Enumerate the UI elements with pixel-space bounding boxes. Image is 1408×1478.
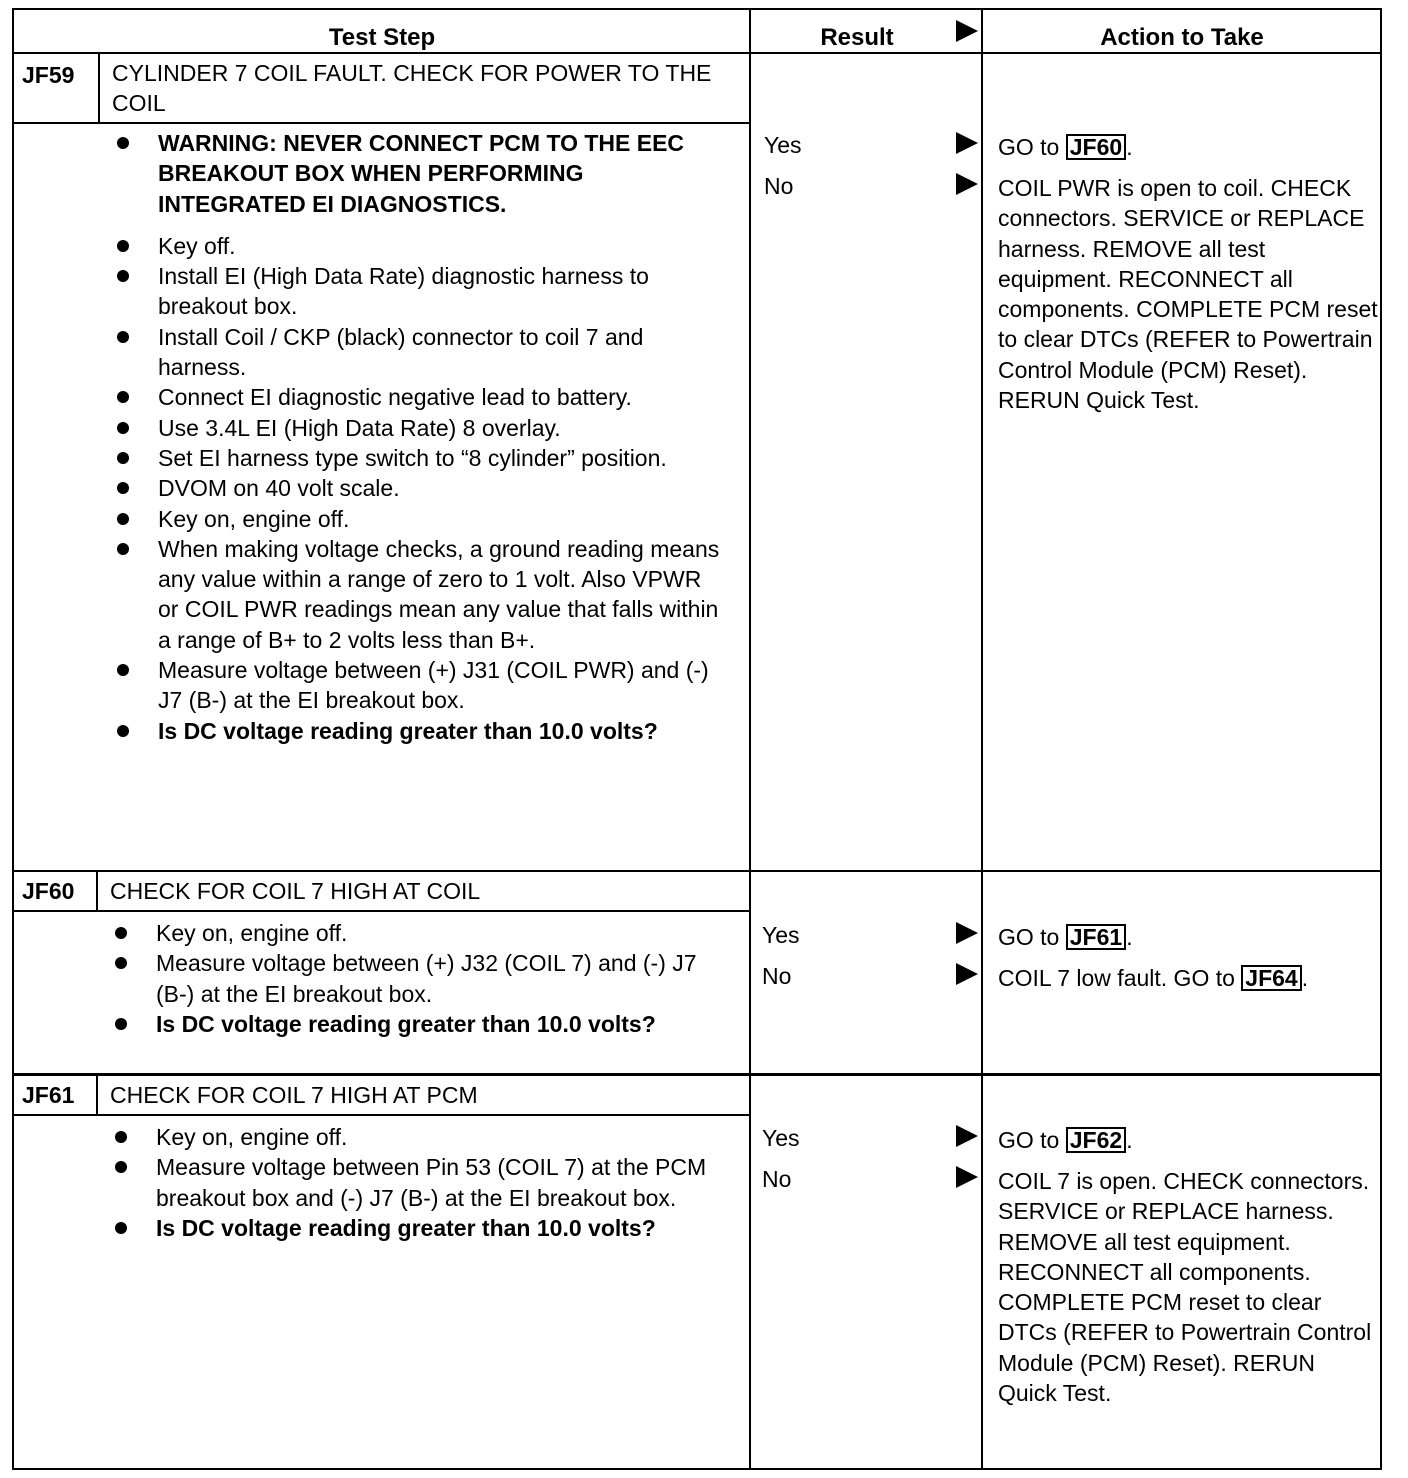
list-item: Set EI harness type switch to “8 cylinder” position. [114,443,724,473]
list-item: Measure voltage between Pin 53 (COIL 7) at the PCM breakout box and (-) J7 (B-) at the EI breakout box. [112,1152,724,1213]
action-no: COIL 7 is open. CHECK connectors. SERVICE or REPLACE harness. REMOVE all test equipment. RECONNECT all components. COMPLETE PCM reset to clear DTCs (REFER to Powertrain Control Module (PCM) Reset). RERUN Quick Test. [998,1168,1372,1407]
header-arrow-icon [956,20,978,42]
action-yes [998,132,1378,162]
list-item: Connect EI diagnostic negative lead to battery. [114,382,724,412]
step-reference-link[interactable]: JF64 [1241,965,1301,991]
header-divider [14,52,1380,54]
step-reference-link[interactable]: JF61 [1066,924,1126,950]
step-id: JF59 [22,62,75,88]
step-reference-link[interactable]: JF62 [1066,1127,1126,1153]
header-action: Action to Take [1100,24,1264,51]
step-bullets [112,918,724,1039]
action-text: . [1301,965,1309,991]
list-item: Measure voltage between (+) J31 (COIL PWR) and (-) J7 (B-) at the EI breakout box. [114,655,724,716]
step-bullets [114,128,724,746]
arrow-icon [956,1125,978,1147]
step-title: CYLINDER 7 COIL FAULT. CHECK FOR POWER TO THE COIL [112,60,712,116]
step-bullets [112,1122,724,1243]
list-item: Key on, engine off. [114,504,724,534]
arrow-icon [956,1166,978,1188]
step-title: CHECK FOR COIL 7 HIGH AT PCM [110,1082,478,1108]
action-yes [998,1125,1378,1155]
step-reference-link[interactable]: JF60 [1066,134,1126,160]
step-id-divider [98,52,100,122]
column-divider-action [981,10,983,1470]
action-text: COIL 7 low fault. GO to [998,965,1242,991]
step-title-underline [14,1114,750,1116]
step-id: JF60 [22,878,75,904]
arrow-icon [956,963,978,985]
column-divider-result [749,10,751,1470]
diagnostic-table [12,8,1382,1470]
action-no: COIL PWR is open to coil. CHECK connectors. SERVICE or REPLACE harness. REMOVE all test equipment. RECONNECT all components. COMPLETE PCM reset to clear DTCs (REFER to Powertrain Control Module (PCM) Reset). RERUN Quick Test. [998,175,1378,414]
list-item: Key on, engine off. [112,918,724,948]
row-divider-jf61 [14,1073,1380,1076]
result-no: No [764,173,794,199]
step-title-underline [14,122,750,124]
question-text: Is DC voltage reading greater than 10.0 volts? [112,1009,724,1039]
question-text: Is DC voltage reading greater than 10.0 volts? [112,1213,724,1243]
action-text: GO to [998,1127,1066,1153]
action-yes [998,922,1378,952]
step-id-divider [96,870,98,910]
list-item: DVOM on 40 volt scale. [114,473,724,503]
arrow-icon [956,922,978,944]
list-item: When making voltage checks, a ground reading means any value within a range of zero to 1 volt. Also VPWR or COIL PWR readings mean any value that falls within a range of B+ to 2 volts less than B+. [114,534,724,655]
step-id-divider [96,1074,98,1114]
step-title-underline [14,910,750,912]
action-text: GO to [998,924,1066,950]
header-test-step: Test Step [328,24,436,51]
step-title: CHECK FOR COIL 7 HIGH AT COIL [110,878,481,904]
result-yes: Yes [764,132,802,158]
arrow-icon [956,132,978,154]
list-item: Install EI (High Data Rate) diagnostic harness to breakout box. [114,261,724,322]
action-no [998,963,1378,993]
header-result: Result [820,24,894,51]
result-yes: Yes [762,922,800,948]
row-divider-jf60 [14,870,1380,872]
list-item: Key on, engine off. [112,1122,724,1152]
warning-text: WARNING: NEVER CONNECT PCM TO THE EEC BREAKOUT BOX WHEN PERFORMING INTEGRATED EI DIAGNOSTICS. [114,128,724,219]
action-text: . [1126,134,1133,160]
action-text: . [1126,1127,1133,1153]
list-item: Measure voltage between (+) J32 (COIL 7) and (-) J7 (B-) at the EI breakout box. [112,948,724,1009]
list-item: Use 3.4L EI (High Data Rate) 8 overlay. [114,413,724,443]
action-text: GO to [998,134,1066,160]
list-item: Install Coil / CKP (black) connector to coil 7 and harness. [114,322,724,383]
result-no: No [762,963,792,989]
list-item: Key off. [114,231,724,261]
result-yes: Yes [762,1125,800,1151]
arrow-icon [956,173,978,195]
result-no: No [762,1166,792,1192]
question-text: Is DC voltage reading greater than 10.0 volts? [114,716,724,746]
step-id: JF61 [22,1082,75,1108]
action-text: . [1126,924,1133,950]
